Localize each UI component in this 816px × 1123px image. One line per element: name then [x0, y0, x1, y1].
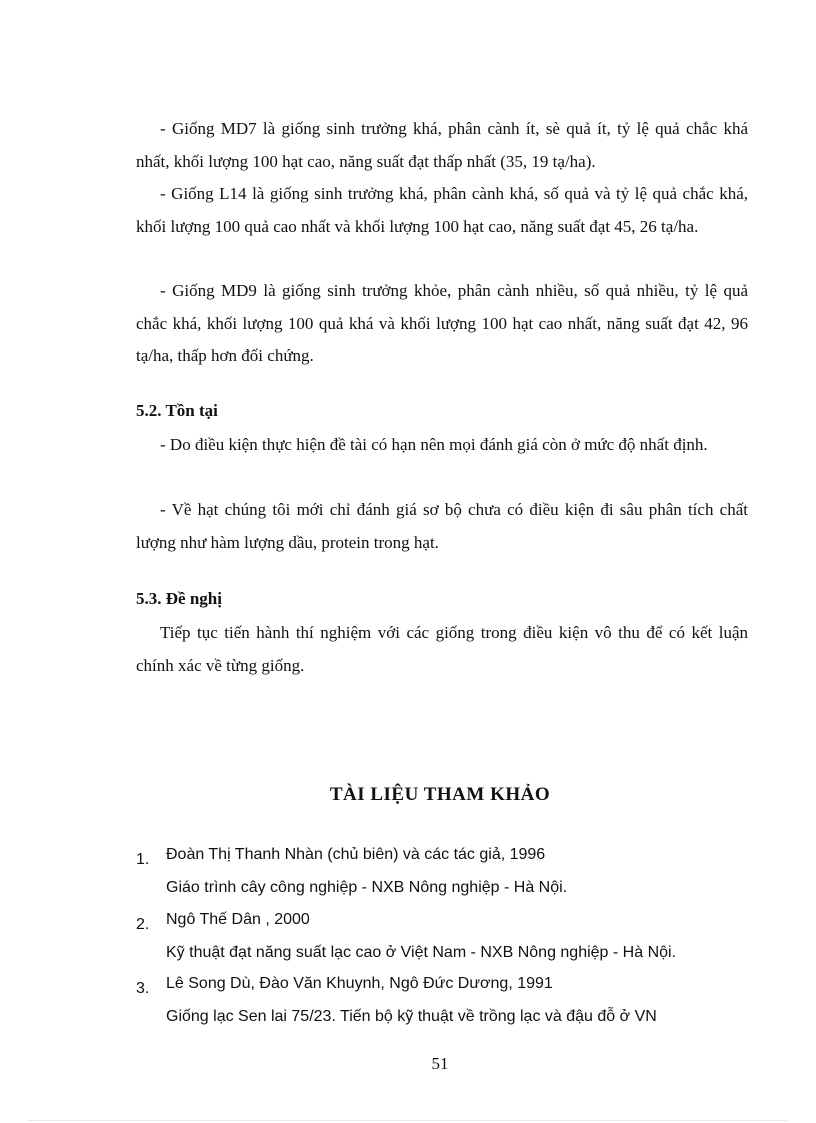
paragraph-l14: - Giống L14 là giống sinh trưởng khá, phân cành khá, số quả và tỷ lệ quả chắc khá, khối lượng 100 quả cao nhất và khối lượng 100 hạt cao, năng suất đạt 45, 26 tạ/ha.	[136, 184, 748, 236]
page-number: 51	[431, 1054, 449, 1073]
reference-number: 1.	[136, 851, 150, 868]
section-heading-de-nghi: 5.3. Đề nghị	[136, 589, 222, 608]
reference-author: Lê Song Dù, Đào Văn Khuynh, Ngô Đức Dương, 1991	[166, 975, 553, 992]
references-title: TÀI LIỆU THAM KHẢO	[329, 784, 551, 805]
page-bottom-divider	[28, 1120, 788, 1121]
reference-number: 2.	[136, 916, 150, 933]
reference-author: Đoàn Thị Thanh Nhàn (chủ biên) và các tác giả, 1996	[166, 846, 546, 863]
reference-title: Giống lạc Sen lai 75/23. Tiến bộ kỹ thuật về trồng lạc và đậu đỗ ở VN	[166, 1008, 657, 1025]
reference-title: Kỹ thuật đạt năng suất lạc cao ở Việt Nam - NXB Nông nghiệp - Hà Nội.	[166, 944, 677, 961]
section-heading-ton-tai: 5.2. Tồn tại	[136, 401, 218, 420]
reference-title: Giáo trình cây công nghiệp - NXB Nông nghiệp - Hà Nội.	[166, 879, 568, 896]
paragraph-md7: - Giống MD7 là giống sinh trưởng khá, phân cành ít, sè quả ít, tỷ lệ quả chắc khá nhất, khối lượng 100 hạt cao, năng suất đạt thấp nhất (35, 19 tạ/ha).	[136, 119, 748, 171]
paragraph-ton-tai-1: - Do điều kiện thực hiện đề tài có hạn nên mọi đánh giá còn ở mức độ nhất định.	[160, 435, 708, 454]
paragraph-md9: - Giống MD9 là giống sinh trưởng khỏe, phân cành nhiều, số quả nhiều, tỷ lệ quả chắc khá, khối lượng 100 quả khá và khối lượng 100 hạt cao nhất, năng suất đạt 42, 96 tạ/ha, thấp hơn đối chứng.	[136, 281, 748, 365]
reference-author: Ngô Thế Dân , 2000	[166, 911, 310, 928]
paragraph-de-nghi: Tiếp tục tiến hành thí nghiệm với các giống trong điều kiện vô thu để có kết luận chính xác về từng giống.	[136, 623, 748, 675]
paragraph-ton-tai-2: - Về hạt chúng tôi mới chỉ đánh giá sơ bộ chưa có điều kiện đi sâu phân tích chất lượng như hàm lượng dầu, protein trong hạt.	[136, 500, 748, 552]
reference-number: 3.	[136, 980, 150, 997]
